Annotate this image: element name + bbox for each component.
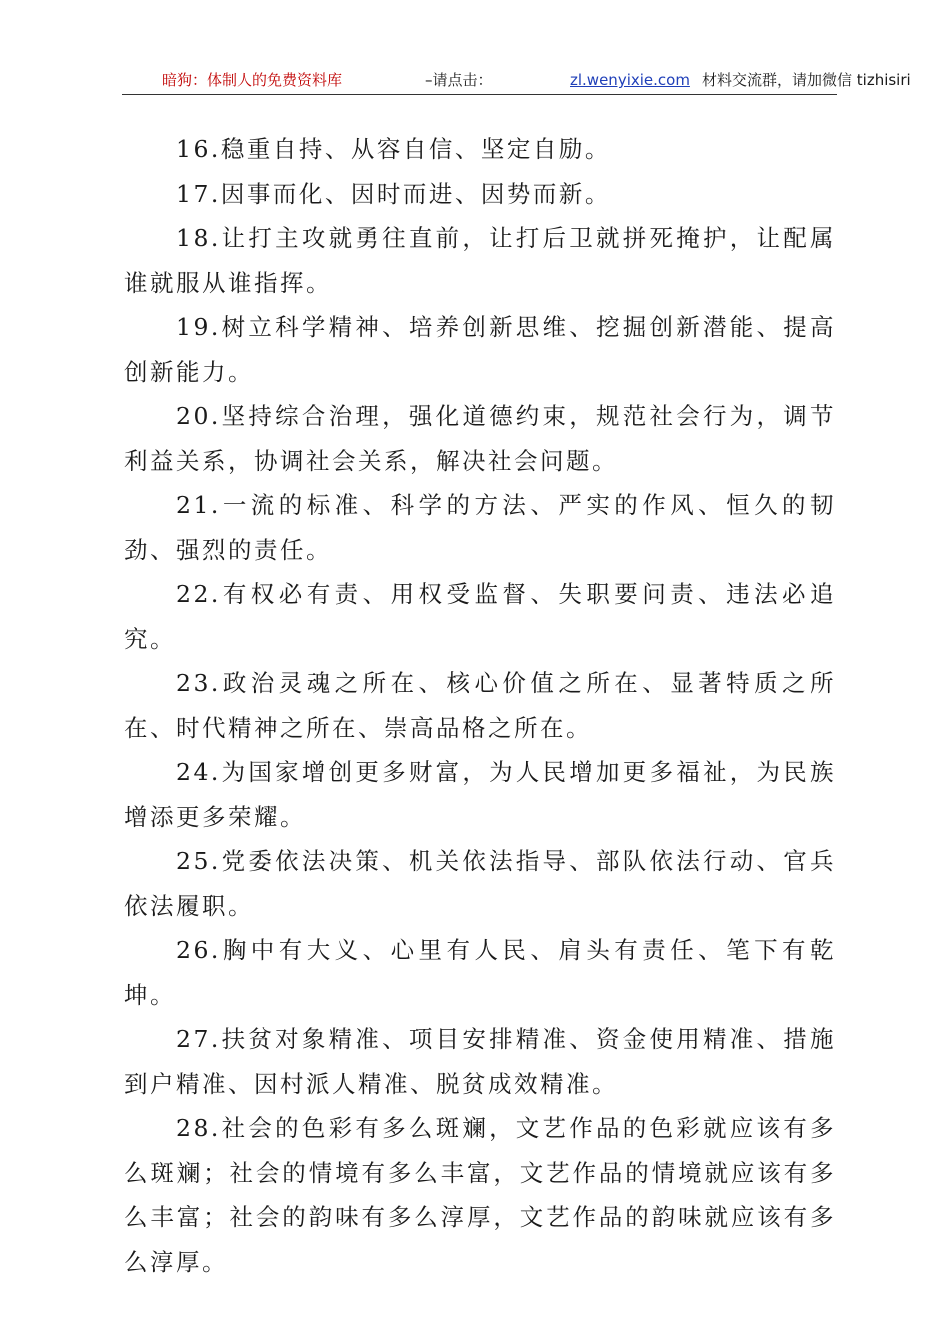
header-contact: 材料交流群，请加微信 tizhisiri <box>702 71 911 89</box>
list-item: 26.胸中有大义、心里有人民、肩头有责任、笔下有乾坤。 <box>124 936 836 1009</box>
header-prompt: –请点击： <box>425 71 493 89</box>
header-link[interactable]: zl.wenyixie.com <box>570 71 690 89</box>
list-item: 28.社会的色彩有多么斑斓，文艺作品的色彩就应该有多么斑斓；社会的情境有多么丰富，文艺作品的情境就应该有多么丰富；社会的韵味有多么淳厚，文艺作品的韵味就应该有多么淳厚。 <box>124 1114 836 1276</box>
document-body <box>124 127 836 1284</box>
list-item: 21.一流的标准、科学的方法、严实的作风、恒久的韧劲、强烈的责任。 <box>124 491 836 564</box>
list-item: 23.政治灵魂之所在、核心价值之所在、显著特质之所在、时代精神之所在、崇高品格之所在。 <box>124 669 836 742</box>
list-item: 22.有权必有责、用权受监督、失职要问责、违法必追究。 <box>124 580 836 653</box>
list-item: 16.稳重自持、从容自信、坚定自励。 <box>176 135 611 163</box>
list-item: 18.让打主攻就勇往直前，让打后卫就拼死掩护，让配属谁就服从谁指挥。 <box>124 224 836 297</box>
list-item: 24.为国家增创更多财富，为人民增加更多福祉，为民族增添更多荣耀。 <box>124 758 836 831</box>
list-item: 20.坚持综合治理，强化道德约束，规范社会行为，调节利益关系，协调社会关系，解决社会问题。 <box>124 402 836 475</box>
list-item: 17.因事而化、因时而进、因势而新。 <box>176 179 611 208</box>
list-item: 25.党委依法决策、机关依法指导、部队依法行动、官兵依法履职。 <box>124 847 836 920</box>
page-header <box>122 66 911 95</box>
list-item: 19.树立科学精神、培养创新思维、挖掘创新潜能、提高创新能力。 <box>124 313 836 386</box>
list-item: 27.扶贫对象精准、项目安排精准、资金使用精准、措施到户精准、因村派人精准、脱贫成效精准。 <box>124 1025 836 1098</box>
header-brand: 暗狗：体制人的免费资料库 <box>162 71 343 89</box>
